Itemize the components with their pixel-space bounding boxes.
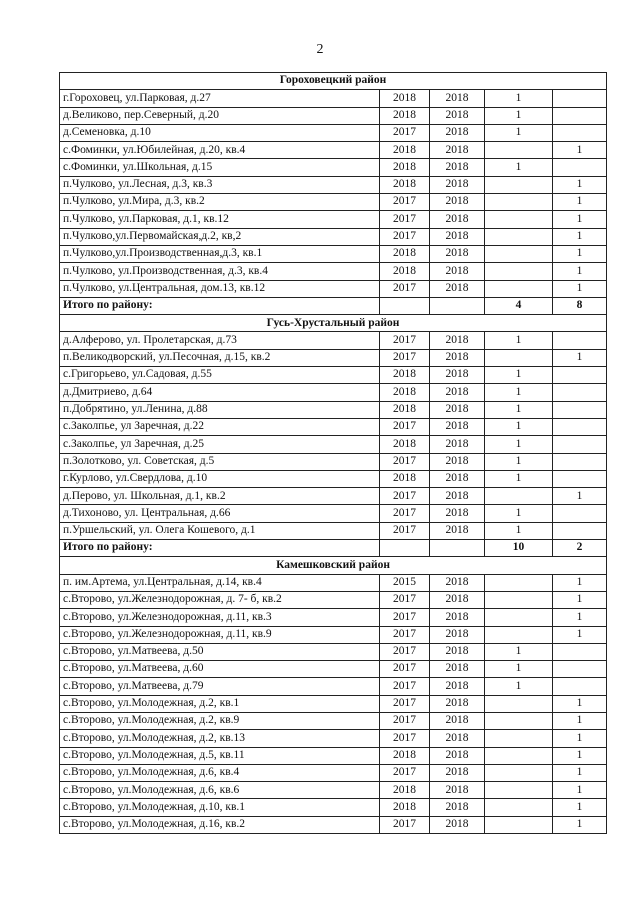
table-row [60, 609, 607, 626]
count-col2-cell [553, 505, 607, 522]
count-col2-cell: 1 [553, 695, 607, 712]
total-empty-cell [430, 297, 485, 314]
year-start-cell: 2018 [380, 401, 430, 418]
year-end-cell: 2018 [430, 643, 485, 660]
count-col1-cell [485, 747, 553, 764]
year-end-cell: 2018 [430, 194, 485, 211]
address-cell: с.Второво, ул.Молодежная, д.16, кв.2 [60, 816, 380, 833]
count-col2-cell: 1 [553, 747, 607, 764]
count-col1-cell [485, 591, 553, 608]
count-col1-cell [485, 695, 553, 712]
year-end-cell: 2018 [430, 730, 485, 747]
count-col1-cell: 1 [485, 505, 553, 522]
address-cell: с.Второво, ул.Молодежная, д.2, кв.1 [60, 695, 380, 712]
section-total-row [60, 540, 607, 557]
year-end-cell: 2018 [430, 228, 485, 245]
year-start-cell: 2017 [380, 695, 430, 712]
year-start-cell: 2017 [380, 609, 430, 626]
count-col1-cell [485, 176, 553, 193]
year-end-cell: 2018 [430, 280, 485, 297]
count-col1-cell: 1 [485, 332, 553, 349]
table-row [60, 695, 607, 712]
table-row [60, 747, 607, 764]
table-row [60, 816, 607, 833]
year-start-cell: 2015 [380, 574, 430, 591]
year-end-cell: 2018 [430, 263, 485, 280]
table-row [60, 799, 607, 816]
year-start-cell: 2017 [380, 661, 430, 678]
address-cell: д.Перово, ул. Школьная, д.1, кв.2 [60, 488, 380, 505]
year-end-cell: 2018 [430, 522, 485, 539]
address-cell: п.Чулково, ул.Лесная, д.3, кв.3 [60, 176, 380, 193]
count-col1-cell: 1 [485, 678, 553, 695]
address-cell: с.Второво, ул.Молодежная, д.2, кв.9 [60, 712, 380, 729]
section-total-row [60, 297, 607, 314]
year-end-cell: 2018 [430, 678, 485, 695]
table-row [60, 280, 607, 297]
count-col1-cell: 1 [485, 401, 553, 418]
table-row [60, 505, 607, 522]
count-col1-cell [485, 228, 553, 245]
table-row [60, 124, 607, 141]
section-header-row [60, 73, 607, 90]
count-col1-cell [485, 488, 553, 505]
year-start-cell: 2018 [380, 384, 430, 401]
total-empty-cell [380, 297, 430, 314]
count-col2-cell: 1 [553, 730, 607, 747]
address-cell: д.Алферово, ул. Пролетарская, д.73 [60, 332, 380, 349]
count-col1-cell [485, 211, 553, 228]
count-col1-cell: 1 [485, 90, 553, 107]
year-start-cell: 2017 [380, 332, 430, 349]
address-cell: с.Второво, ул.Железнодорожная, д. 7- б, кв.2 [60, 591, 380, 608]
table-row [60, 90, 607, 107]
table-body [60, 73, 607, 834]
year-end-cell: 2018 [430, 661, 485, 678]
count-col2-cell [553, 159, 607, 176]
count-col1-cell: 1 [485, 418, 553, 435]
count-col2-cell: 1 [553, 280, 607, 297]
count-col1-cell: 1 [485, 107, 553, 124]
year-end-cell: 2018 [430, 453, 485, 470]
count-col1-cell: 1 [485, 470, 553, 487]
address-cell: с.Второво, ул.Матвеева, д.60 [60, 661, 380, 678]
count-col2-cell: 1 [553, 626, 607, 643]
count-col2-cell [553, 643, 607, 660]
count-col2-cell: 1 [553, 574, 607, 591]
year-start-cell: 2017 [380, 643, 430, 660]
count-col2-cell: 1 [553, 799, 607, 816]
section-header-row [60, 557, 607, 574]
count-col2-cell: 1 [553, 228, 607, 245]
year-start-cell: 2018 [380, 245, 430, 262]
year-end-cell: 2018 [430, 367, 485, 384]
section-title: Камешковский район [60, 557, 607, 574]
address-cell: с.Второво, ул.Молодежная, д.2, кв.13 [60, 730, 380, 747]
count-col2-cell: 1 [553, 142, 607, 159]
address-cell: с.Второво, ул.Молодежная, д.5, кв.11 [60, 747, 380, 764]
table-row [60, 764, 607, 781]
year-start-cell: 2017 [380, 418, 430, 435]
count-col1-cell: 1 [485, 453, 553, 470]
address-cell: г.Курлово, ул.Свердлова, д.10 [60, 470, 380, 487]
table-row [60, 384, 607, 401]
address-cell: п.Чулково, ул.Парковая, д.1, кв.12 [60, 211, 380, 228]
year-end-cell: 2018 [430, 142, 485, 159]
year-start-cell: 2017 [380, 626, 430, 643]
count-col1-cell: 1 [485, 384, 553, 401]
table-row [60, 661, 607, 678]
year-start-cell: 2018 [380, 90, 430, 107]
table-row [60, 245, 607, 262]
total-empty-cell [430, 540, 485, 557]
year-start-cell: 2017 [380, 678, 430, 695]
count-col2-cell: 1 [553, 263, 607, 280]
year-start-cell: 2017 [380, 453, 430, 470]
count-col1-cell: 1 [485, 661, 553, 678]
table-row [60, 712, 607, 729]
count-col1-cell: 1 [485, 643, 553, 660]
year-end-cell: 2018 [430, 90, 485, 107]
year-end-cell: 2018 [430, 695, 485, 712]
count-col2-cell: 1 [553, 782, 607, 799]
year-end-cell: 2018 [430, 436, 485, 453]
count-col2-cell: 1 [553, 609, 607, 626]
section-title: Гусь-Хрустальный район [60, 315, 607, 332]
year-start-cell: 2018 [380, 470, 430, 487]
count-col1-cell: 1 [485, 436, 553, 453]
year-end-cell: 2018 [430, 712, 485, 729]
address-cell: с.Второво, ул.Молодежная, д.6, кв.6 [60, 782, 380, 799]
address-cell: г.Гороховец, ул.Парковая, д.27 [60, 90, 380, 107]
count-col1-cell: 1 [485, 124, 553, 141]
year-start-cell: 2018 [380, 747, 430, 764]
table-row [60, 453, 607, 470]
section-title: Гороховецкий район [60, 73, 607, 90]
address-cell: с.Фоминки, ул.Юбилейная, д.20, кв.4 [60, 142, 380, 159]
year-end-cell: 2018 [430, 488, 485, 505]
table-row [60, 401, 607, 418]
count-col2-cell: 1 [553, 211, 607, 228]
address-cell: с.Второво, ул.Железнодорожная, д.11, кв.9 [60, 626, 380, 643]
total-label: Итого по району: [60, 540, 380, 557]
count-col2-cell: 1 [553, 488, 607, 505]
year-end-cell: 2018 [430, 782, 485, 799]
count-col2-cell [553, 401, 607, 418]
total-col1: 4 [485, 297, 553, 314]
table-row [60, 436, 607, 453]
year-start-cell: 2018 [380, 107, 430, 124]
table-row [60, 678, 607, 695]
count-col2-cell [553, 418, 607, 435]
count-col2-cell: 1 [553, 591, 607, 608]
table-row [60, 107, 607, 124]
count-col2-cell [553, 332, 607, 349]
address-cell: п.Чулково,ул.Первомайская,д.2, кв,2 [60, 228, 380, 245]
count-col2-cell [553, 678, 607, 695]
count-col1-cell [485, 609, 553, 626]
housing-table [59, 72, 607, 834]
address-cell: п.Добрятино, ул.Ленина, д.88 [60, 401, 380, 418]
table-row [60, 211, 607, 228]
year-start-cell: 2017 [380, 764, 430, 781]
year-end-cell: 2018 [430, 107, 485, 124]
table-row [60, 730, 607, 747]
section-header-row [60, 315, 607, 332]
year-start-cell: 2017 [380, 228, 430, 245]
address-cell: д.Великово, пер.Северный, д.20 [60, 107, 380, 124]
table-row [60, 349, 607, 366]
year-end-cell: 2018 [430, 349, 485, 366]
year-end-cell: 2018 [430, 574, 485, 591]
count-col2-cell: 1 [553, 194, 607, 211]
year-end-cell: 2018 [430, 418, 485, 435]
count-col1-cell [485, 574, 553, 591]
count-col1-cell [485, 816, 553, 833]
year-start-cell: 2018 [380, 436, 430, 453]
count-col2-cell [553, 661, 607, 678]
address-cell: с.Григорьево, ул.Садовая, д.55 [60, 367, 380, 384]
year-end-cell: 2018 [430, 816, 485, 833]
year-end-cell: 2018 [430, 591, 485, 608]
table-row [60, 574, 607, 591]
year-end-cell: 2018 [430, 332, 485, 349]
table-row [60, 367, 607, 384]
year-start-cell: 2017 [380, 522, 430, 539]
table-row [60, 626, 607, 643]
table-row [60, 470, 607, 487]
year-start-cell: 2018 [380, 176, 430, 193]
count-col1-cell [485, 349, 553, 366]
table-row [60, 228, 607, 245]
year-start-cell: 2017 [380, 280, 430, 297]
count-col2-cell: 1 [553, 176, 607, 193]
table-row [60, 176, 607, 193]
count-col2-cell [553, 453, 607, 470]
count-col1-cell: 1 [485, 159, 553, 176]
year-end-cell: 2018 [430, 626, 485, 643]
table-row [60, 263, 607, 280]
count-col1-cell [485, 799, 553, 816]
table-row [60, 159, 607, 176]
count-col2-cell: 1 [553, 712, 607, 729]
year-end-cell: 2018 [430, 799, 485, 816]
total-label: Итого по району: [60, 297, 380, 314]
page-number: 2 [316, 42, 324, 57]
year-start-cell: 2018 [380, 782, 430, 799]
count-col1-cell [485, 194, 553, 211]
count-col1-cell [485, 142, 553, 159]
count-col2-cell: 1 [553, 349, 607, 366]
total-empty-cell [380, 540, 430, 557]
year-end-cell: 2018 [430, 384, 485, 401]
address-cell: п.Чулково, ул.Центральная, дом.13, кв.12 [60, 280, 380, 297]
count-col1-cell [485, 280, 553, 297]
address-cell: п. им.Артема, ул.Центральная, д.14, кв.4 [60, 574, 380, 591]
address-cell: с.Фоминки, ул.Школьная, д.15 [60, 159, 380, 176]
count-col2-cell [553, 107, 607, 124]
count-col1-cell [485, 730, 553, 747]
table-row [60, 591, 607, 608]
count-col1-cell: 1 [485, 367, 553, 384]
address-cell: д.Тихоново, ул. Центральная, д.66 [60, 505, 380, 522]
year-end-cell: 2018 [430, 124, 485, 141]
count-col1-cell [485, 782, 553, 799]
table-row [60, 522, 607, 539]
year-end-cell: 2018 [430, 211, 485, 228]
year-start-cell: 2018 [380, 142, 430, 159]
year-start-cell: 2018 [380, 799, 430, 816]
year-start-cell: 2017 [380, 488, 430, 505]
address-cell: п.Великодворский, ул.Песочная, д.15, кв.2 [60, 349, 380, 366]
year-end-cell: 2018 [430, 470, 485, 487]
count-col1-cell [485, 712, 553, 729]
count-col1-cell [485, 263, 553, 280]
year-end-cell: 2018 [430, 747, 485, 764]
count-col1-cell [485, 245, 553, 262]
year-start-cell: 2018 [380, 367, 430, 384]
address-cell: с.Заколпье, ул Заречная, д.25 [60, 436, 380, 453]
address-cell: д.Семеновка, д.10 [60, 124, 380, 141]
address-cell: с.Второво, ул.Матвеева, д.50 [60, 643, 380, 660]
count-col2-cell [553, 367, 607, 384]
count-col1-cell [485, 764, 553, 781]
table-row [60, 643, 607, 660]
address-cell: с.Заколпье, ул Заречная, д.22 [60, 418, 380, 435]
count-col2-cell: 1 [553, 764, 607, 781]
table-row [60, 488, 607, 505]
table-row [60, 142, 607, 159]
address-cell: п.Чулково, ул.Мира, д.3, кв.2 [60, 194, 380, 211]
year-start-cell: 2017 [380, 591, 430, 608]
year-end-cell: 2018 [430, 505, 485, 522]
table-row [60, 418, 607, 435]
year-start-cell: 2017 [380, 194, 430, 211]
year-start-cell: 2017 [380, 816, 430, 833]
address-cell: с.Второво, ул.Молодежная, д.10, кв.1 [60, 799, 380, 816]
year-end-cell: 2018 [430, 401, 485, 418]
table-row [60, 194, 607, 211]
address-cell: п.Золотково, ул. Советская, д.5 [60, 453, 380, 470]
year-start-cell: 2017 [380, 712, 430, 729]
address-cell: д.Дмитриево, д.64 [60, 384, 380, 401]
year-start-cell: 2017 [380, 730, 430, 747]
total-col1: 10 [485, 540, 553, 557]
year-end-cell: 2018 [430, 764, 485, 781]
count-col2-cell [553, 470, 607, 487]
year-start-cell: 2017 [380, 505, 430, 522]
year-start-cell: 2017 [380, 211, 430, 228]
address-cell: п.Уршельский, ул. Олега Кошевого, д.1 [60, 522, 380, 539]
address-cell: п.Чулково, ул.Производственная, д.3, кв.4 [60, 263, 380, 280]
address-cell: п.Чулково,ул.Производственная,д.3, кв.1 [60, 245, 380, 262]
count-col2-cell [553, 90, 607, 107]
table-row [60, 332, 607, 349]
year-end-cell: 2018 [430, 159, 485, 176]
count-col2-cell: 1 [553, 245, 607, 262]
count-col2-cell [553, 522, 607, 539]
year-start-cell: 2017 [380, 124, 430, 141]
year-start-cell: 2018 [380, 159, 430, 176]
total-col2: 2 [553, 540, 607, 557]
year-start-cell: 2018 [380, 263, 430, 280]
year-end-cell: 2018 [430, 609, 485, 626]
count-col2-cell: 1 [553, 816, 607, 833]
count-col1-cell [485, 626, 553, 643]
count-col1-cell: 1 [485, 522, 553, 539]
table-row [60, 782, 607, 799]
count-col2-cell [553, 384, 607, 401]
year-end-cell: 2018 [430, 245, 485, 262]
total-col2: 8 [553, 297, 607, 314]
count-col2-cell [553, 124, 607, 141]
year-start-cell: 2017 [380, 349, 430, 366]
address-cell: с.Второво, ул.Железнодорожная, д.11, кв.3 [60, 609, 380, 626]
year-end-cell: 2018 [430, 176, 485, 193]
address-cell: с.Второво, ул.Матвеева, д.79 [60, 678, 380, 695]
address-cell: с.Второво, ул.Молодежная, д.6, кв.4 [60, 764, 380, 781]
count-col2-cell [553, 436, 607, 453]
